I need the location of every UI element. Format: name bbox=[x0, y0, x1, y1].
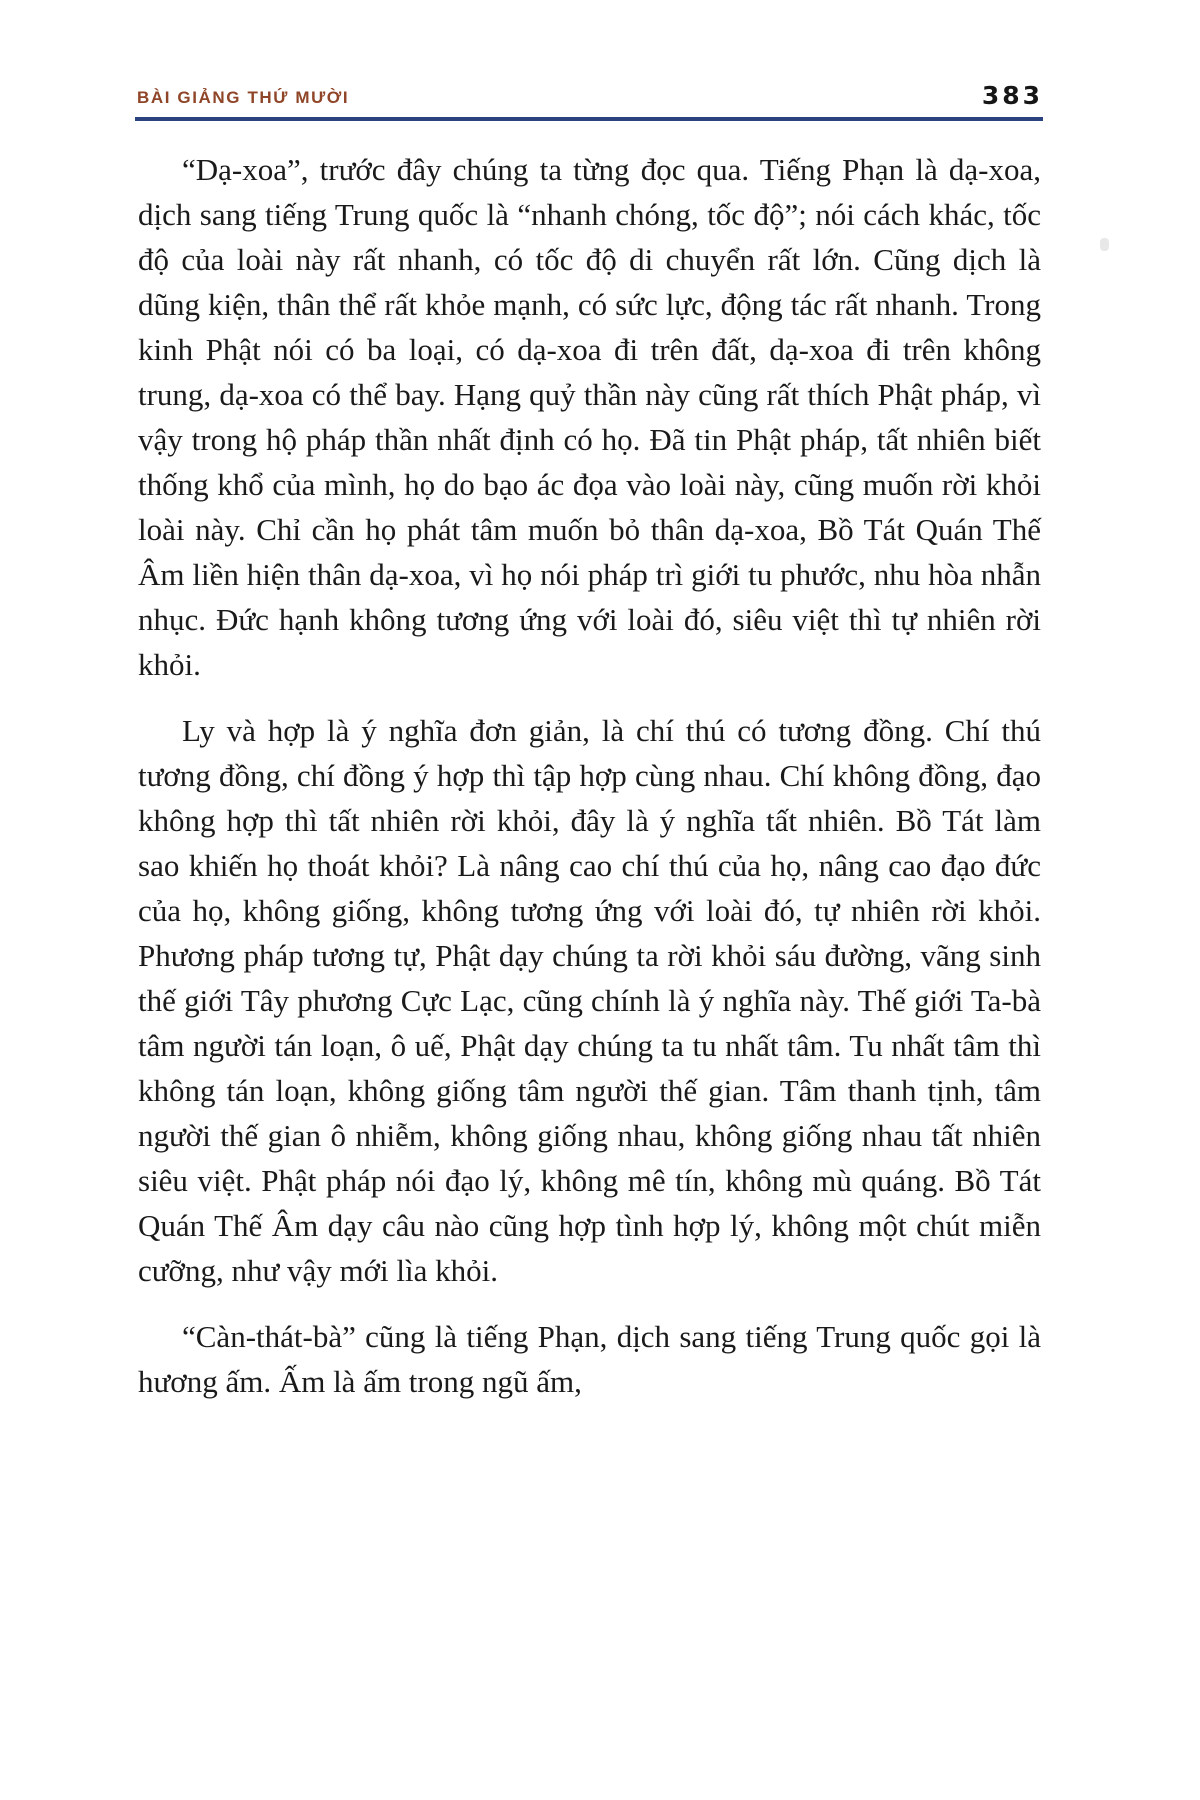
header-rule bbox=[135, 117, 1043, 121]
running-header-title: BÀI GIẢNG THỨ MƯỜI bbox=[137, 88, 350, 107]
paragraph-1: “Dạ-xoa”, trước đây chúng ta từng đọc qua. Tiếng Phạn là dạ-xoa, dịch sang tiếng Trung quốc là “nhanh chóng, tốc độ”; nói cách khác, tốc độ của loài này rất nhanh, có tốc độ di chuyển rất lớn. Cũng dịch là dũng kiện, thân thể rất khỏe mạnh, có sức lực, động tác rất nhanh. Trong kinh Phật nói có ba loại, có dạ-xoa đi trên đất, dạ-xoa đi trên không trung, dạ-xoa có thể bay. Hạng quỷ thần này cũng rất thích Phật pháp, vì vậy trong hộ pháp thần nhất định có họ. Đã tin Phật pháp, tất nhiên biết thống khổ của mình, họ do bạo ác đọa vào loài này, cũng muốn rời khỏi loài này. Chỉ cần họ phát tâm muốn bỏ thân dạ-xoa, Bồ Tát Quán Thế Âm liền hiện thân dạ-xoa, vì họ nói pháp trì giới tu phước, nhu hòa nhẫn nhục. Đức hạnh không tương ứng với loài đó, siêu việt thì tự nhiên rời khỏi. bbox=[138, 152, 1041, 682]
paragraph-3: “Càn-thát-bà” cũng là tiếng Phạn, dịch sang tiếng Trung quốc gọi là hương ấm. Ấm là ấm trong ngũ ấm, bbox=[138, 1319, 1041, 1399]
scan-artifact bbox=[1100, 238, 1109, 251]
paragraph-2: Ly và hợp là ý nghĩa đơn giản, là chí thú có tương đồng. Chí thú tương đồng, chí đồng ý hợp thì tập hợp cùng nhau. Chí không đồng, đạo không hợp thì tất nhiên rời khỏi, đây là ý nghĩa tất nhiên. Bồ Tát làm sao khiến họ thoát khỏi? Là nâng cao chí thú của họ, nâng cao đạo đức của họ, không giống, không tương ứng với loài đó, tự nhiên rời khỏi. Phương pháp tương tự, Phật dạy chúng ta rời khỏi sáu đường, vãng sinh thế giới Tây phương Cực Lạc, cũng chính là ý nghĩa này. Thế giới Ta-bà tâm người tán loạn, ô uế, Phật dạy chúng ta tu nhất tâm. Tu nhất tâm thì không tán loạn, không giống tâm người thế gian. Tâm thanh tịnh, tâm người thế gian ô nhiễm, không giống nhau, không giống nhau tất nhiên siêu việt. Phật pháp nói đạo lý, không mê tín, không mù quáng. Bồ Tát Quán Thế Âm dạy câu nào cũng hợp tình hợp lý, không một chút miễn cưỡng, như vậy mới lìa khỏi. bbox=[138, 713, 1041, 1288]
page-number: 383 bbox=[981, 81, 1043, 110]
body-text bbox=[138, 147, 1041, 1425]
